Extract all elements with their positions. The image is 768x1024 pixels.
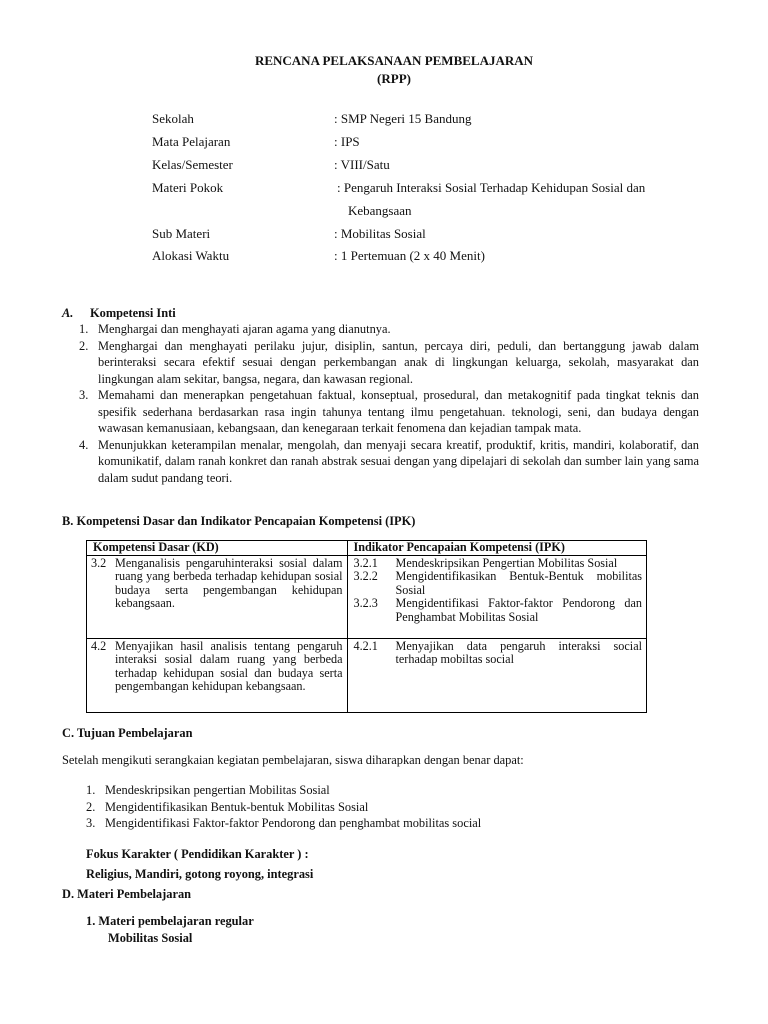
list-text: Menghargai dan menghayati ajaran agama yang dianutnya.: [98, 322, 391, 336]
identity-value: Kebangsaan: [348, 203, 412, 218]
section-b-heading: B. Kompetensi Dasar dan Indikator Pencapaian Kompetensi (IPK): [62, 514, 416, 528]
identity-value: : IPS: [334, 134, 360, 149]
column-header-ipk: Indikator Pencapaian Kompetensi (IPK): [347, 541, 647, 556]
identity-label: Sekolah: [152, 111, 194, 126]
section-c-intro: Setelah mengikuti serangkaian kegiatan pembelajaran, siswa diharapkan dengan benar dapat:: [62, 753, 524, 767]
list-item: [86, 782, 706, 799]
kd-text: Menyajikan hasil analisis tentang pengaruh interaksi sosial dalam ruang yang berbeda terhadap kehidupan sosial dan budaya serta pengembangan kehidupan kebangsaan.: [115, 639, 343, 694]
list-number: 1.: [79, 322, 89, 336]
table-row: [87, 556, 647, 639]
list-number: 4.: [79, 437, 89, 452]
ipk-number: 4.2.1: [353, 639, 378, 653]
list-text: Mengidentifikasikan Bentuk-bentuk Mobilitas Sosial: [105, 799, 369, 814]
list-text: Mendeskripsikan pengertian Mobilitas Sosial: [105, 783, 330, 797]
kompetensi-inti-list: [79, 321, 699, 486]
section-d-sub1-topic: Mobilitas Sosial: [108, 931, 193, 945]
section-a-title: Kompetensi Inti: [90, 306, 176, 320]
ipk-text: Mengidentifikasi Faktor-faktor Pendorong dan Penghambat Mobilitas Sosial: [395, 596, 642, 624]
ipk-text: Mendeskripsikan Pengertian Mobilitas Sosial: [395, 556, 618, 570]
list-number: 1.: [86, 783, 96, 797]
ipk-item: [352, 557, 643, 570]
kd-text: Menganalisis pengaruhinteraksi sosial dalam ruang yang berbeda terhadap kehidupan sosial budaya serta pengembangan kehidupan kebangsaan.: [115, 556, 343, 611]
kd-number: 3.2: [91, 556, 107, 570]
section-d-heading: D. Materi Pembelajaran: [62, 887, 192, 901]
list-number: 2.: [86, 799, 96, 814]
list-number: 3.: [86, 816, 96, 830]
identity-value: : Pengaruh Interaksi Sosial Terhadap Kehidupan Sosial dan: [337, 180, 646, 195]
list-text: Mengidentifikasi Faktor-faktor Pendorong dan penghambat mobilitas social: [105, 816, 482, 830]
identity-label: Materi Pokok: [152, 180, 224, 195]
column-header-kd: Kompetensi Dasar (KD): [87, 541, 348, 556]
fokus-karakter-values: Religius, Mandiri, gotong royong, integrasi: [86, 867, 314, 881]
ipk-item: [352, 597, 643, 624]
section-d-sub1: 1. Materi pembelajaran regular: [86, 914, 254, 928]
kd-item: [91, 640, 343, 694]
identity-value: : VIII/Satu: [334, 157, 390, 172]
ipk-number: 3.2.2: [353, 569, 378, 584]
fokus-karakter-label: Fokus Karakter ( Pendidikan Karakter ) :: [86, 847, 309, 861]
document-title: RENCANA PELAKSANAAN PEMBELAJARAN: [254, 53, 534, 68]
kd-item: [91, 557, 343, 611]
table-cell-ipk: [347, 639, 647, 713]
ipk-text: Menyajikan data pengaruh interaksi social terhadap mobiltas social: [395, 639, 642, 667]
ipk-text: Mengidentifikasikan Bentuk-Bentuk mobilitas Sosial: [395, 569, 642, 597]
section-c-heading: C. Tujuan Pembelajaran: [62, 726, 193, 740]
ipk-number: 3.2.3: [353, 596, 378, 611]
section-a-heading: [62, 305, 176, 322]
list-text: Memahami dan menerapkan pengetahuan faktual, konseptual, prosedural, dan metakognitif pada tingkat teknis dan spesifik sederhana berdasarkan rasa ingin tahunya tentang ilmu pengetahuan. teknologi, seni, dan budaya dengan wawasan kemanusiaan, kebangsaan, dan kenegaraan terkait fenomena dan kejadian tampak mata.: [98, 388, 699, 435]
identity-label: Kelas/Semester: [152, 157, 233, 172]
list-item: [79, 437, 699, 487]
kd-ipk-table: [86, 540, 647, 713]
list-item: [79, 321, 699, 338]
list-item: [79, 387, 699, 437]
table-cell-ipk: [347, 556, 647, 639]
table-row: [87, 639, 647, 713]
list-text: Menghargai dan menghayati perilaku jujur, disiplin, santun, percaya diri, peduli, dan bertanggung jawab dalam berinteraksi secara efektif sesuai dengan perkembangan anak di lingkungan keluarga, sekolah, masyarakat dan lingkungan alam sekitar, bangsa, negara, dan kawasan regional.: [98, 338, 699, 386]
document-subtitle: (RPP): [377, 71, 411, 86]
section-a-letter: A.: [62, 306, 74, 320]
identity-value: : 1 Pertemuan (2 x 40 Menit): [334, 248, 485, 263]
identity-label: Sub Materi: [152, 226, 211, 241]
list-item: [86, 799, 706, 816]
kd-number: 4.2: [91, 639, 107, 653]
identity-value: : Mobilitas Sosial: [334, 226, 426, 241]
identity-label: Alokasi Waktu: [152, 248, 230, 263]
list-number: 2.: [79, 338, 89, 353]
tujuan-list: [86, 782, 706, 832]
list-item: [79, 338, 699, 388]
list-text: Menunjukkan keterampilan menalar, mengolah, dan menyaji secara kreatif, produktif, kritis, mandiri, kolaboratif, dan komunikatif, dalam ranah konkret dan ranah abstrak sesuai dengan yang dipelajari di sekolah dan sumber lain yang sama dalam sudut pandang teori.: [98, 437, 699, 485]
list-number: 3.: [79, 388, 89, 402]
ipk-number: 3.2.1: [353, 556, 378, 570]
ipk-item: [352, 640, 643, 667]
table-header-row: [87, 541, 647, 556]
ipk-item: [352, 570, 643, 597]
identity-label: Mata Pelajaran: [152, 134, 231, 149]
identity-value: : SMP Negeri 15 Bandung: [334, 111, 472, 126]
table-cell-kd: [87, 556, 348, 639]
table-cell-kd: [87, 639, 348, 713]
list-item: [86, 815, 706, 832]
